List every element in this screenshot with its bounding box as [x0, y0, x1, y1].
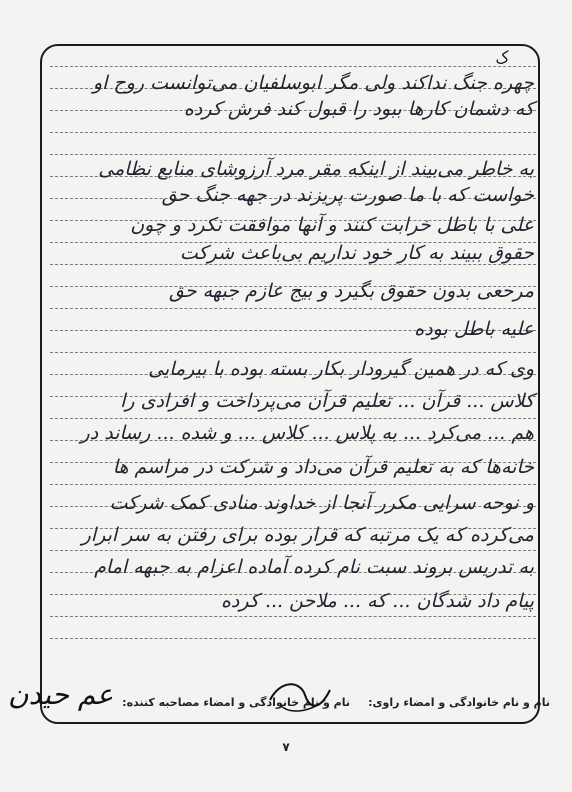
corner-mark: ک — [493, 47, 511, 68]
handwritten-line: هم ... می‌کرد ... به پلاس ... کلاس ... و شده ... رساند در — [80, 422, 534, 444]
handwritten-line: به تدریس بروند سبت نام کرده آماده اعزام به جبهه امام — [94, 556, 534, 578]
handwritten-line: می‌کرده که یک مرتبه که قرار بوده برای رفتن به سر ابرار — [81, 524, 534, 546]
handwritten-line: مرحعی بدون حقوق بگیرد و بیج عازم جبهه حق — [168, 280, 534, 302]
ruled-line — [50, 418, 536, 419]
interviewer-label: نام و نام خانوادگی و امضاء مصاحبه کننده: — [122, 696, 350, 709]
handwritten-line: کلاس ... قرآن ... تعلیم قرآن می‌پرداخت و افرادی را — [120, 390, 534, 412]
ruled-line — [50, 308, 536, 309]
interviewee-signature: عم حیدن — [8, 678, 114, 711]
interviewer-signature — [260, 670, 340, 720]
handwritten-line: پیام داد شدگان ... که ... ملاحن ... کرده — [220, 590, 534, 612]
ruled-line — [50, 484, 536, 485]
ruled-line — [50, 132, 536, 133]
ruled-line — [50, 66, 536, 67]
handwritten-line: علیه باطل بوده — [414, 318, 534, 340]
handwritten-line: به خاطر می‌بیند از اینکه مقر مرد آرزوشای منابع نظامی — [98, 158, 534, 180]
handwritten-line: چهره جنگ نداکند ولی مگر ابوسلفیان می‌توانست روح او — [92, 72, 534, 94]
handwritten-line: علی با باطل خرابت کنند و آنها موافقت نکرد و چون — [130, 214, 534, 236]
interviewee-label: نام و نام خانوادگی و امضاء راوی: — [368, 696, 550, 709]
handwritten-line: خانه‌ها که به تعلیم قرآن می‌داد و شرکت در مراسم ها — [112, 456, 534, 478]
ruled-line — [50, 550, 536, 551]
handwritten-line: و نوحه سرایی مکرر آنجا از خداوند منادی کمک شرکت — [109, 492, 534, 514]
handwritten-line: حقوق ببیند به کار خود نداریم بی‌باعث شرکت — [179, 242, 534, 264]
page-number: ۷ — [282, 740, 290, 754]
handwritten-line: وی که در همین گیرودار بکار بسته بوده با بیرمایی — [148, 358, 534, 380]
ruled-line — [50, 264, 536, 265]
ruled-line — [50, 352, 536, 353]
ruled-line — [50, 638, 536, 639]
ruled-line — [50, 154, 536, 155]
handwritten-line: خواست که با ما صورت پریزند در جهه جنگ حق — [161, 184, 534, 206]
handwritten-line: که دشمان کارها ببود را قبول کند فرش کرده — [183, 98, 534, 120]
ruled-line — [50, 616, 536, 617]
